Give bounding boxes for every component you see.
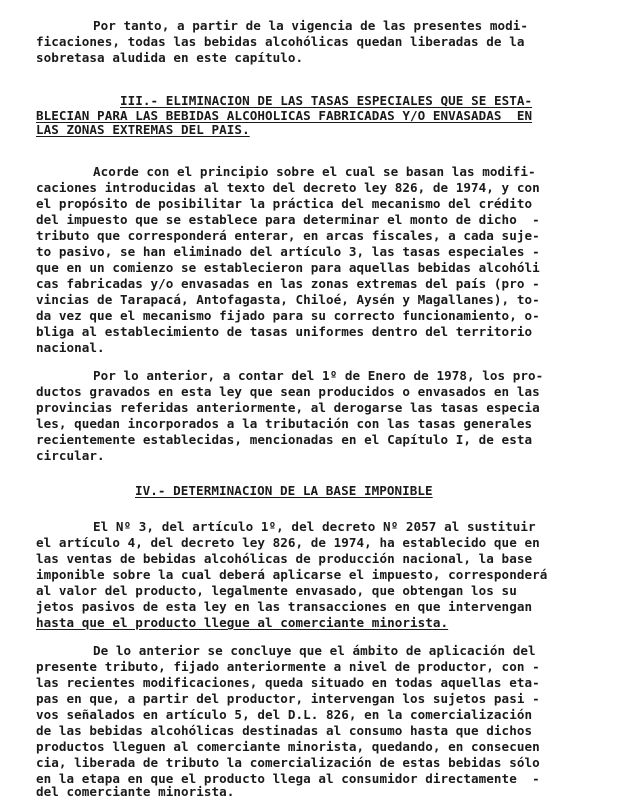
s4p1-line-5: al valor del producto, legalmente envasado, que obtengan los su [36,583,517,598]
intro-line-1: Por tanto, a partir de la vigencia de las presentes modi- [93,18,529,33]
s4p1-line-6: jetos pasivos de esta ley en las transacciones en que intervengan [36,599,533,614]
s3p1-line-8: cas fabricadas y/o envasadas en las zonas extremas del país (pro - [36,276,540,291]
s4p2-line-8: cia, liberada de tributo la comercialización de estas bebidas sólo [36,755,540,770]
s3p1-line-2: caciones introducidas al texto del decreto ley 826, de 1974, y con [36,180,540,195]
s3p2-line-4: les, quedan incorporados a la tributación con las tasas generales [36,416,533,431]
s4p2-line-5: vos señalados en artículo 5, del D.L. 826, en la comercialización [36,707,533,722]
s4p2-line-10: del comerciante minorista. [36,784,235,799]
s4p1-line-7: hasta que el producto llegue al comerciante minorista. [36,615,449,630]
s3p2-line-5: recientemente establecidas, mencionadas en el Capítulo I, de esta [36,432,533,447]
s3p2-line-3: provincias referidas anteriormente, al derogarse las tasas especia [36,400,540,415]
s4p2-line-7: productos lleguen al comerciante minorista, quedando, en consecuen [36,739,540,754]
intro-line-3: sobretasa aludida en este capítulo. [36,50,304,65]
s3p1-line-1: Acorde con el principio sobre el cual se basan las modifi- [93,164,536,179]
section-4-heading: IV.- DETERMINACION DE LA BASE IMPONIBLE [135,483,433,498]
s3p1-line-4: del impuesto que se establece para determinar el monto de dicho - [36,212,540,227]
s3p1-line-11: bliga al establecimiento de tasas uniformes dentro del territorio [36,324,533,339]
s4p1-line-3: las ventas de bebidas alcohólicas de producción nacional, la base [36,551,533,566]
s4p1-line-2: el artículo 4, del decreto ley 826, de 1974, ha establecido que en [36,535,540,550]
s3p1-line-7: que en un comienzo se establecieron para aquellas bebidas alcohóli [36,260,540,275]
s4p2-line-6: de las bebidas alcohólicas destinadas al consumo hasta que dichos [36,723,533,738]
section-3-heading-line-1: III.- ELIMINACION DE LAS TASAS ESPECIALES QUE SE ESTA- [120,93,533,108]
s3p2-line-6: circular. [36,448,105,463]
s4p2-line-2: presente tributo, fijado anteriormente a nivel de productor, con - [36,659,540,674]
s3p1-line-9: vincias de Tarapacá, Antofagasta, Chiloé, Aysén y Magallanes), to- [36,292,540,307]
section-3-heading-line-3: LAS ZONAS EXTREMAS DEL PAIS. [36,122,250,137]
s3p1-line-6: to pasivo, se han eliminado del artículo 3, las tasas especiales - [36,244,540,259]
s4p1-line-4: imponible sobre la cual deberá aplicarse el impuesto, corresponderá [36,567,548,582]
section-3-heading-line-2: BLECIAN PARA LAS BEBIDAS ALCOHOLICAS FABRICADAS Y/O ENVASADAS EN [36,108,533,123]
s3p2-line-2: ductos gravados en esta ley que sean producidos o envasados en las [36,384,540,399]
s3p1-line-5: tributo que corresponderá enterar, en arcas fiscales, a cada suje- [36,228,540,243]
s3p1-line-3: el propósito de posibilitar la práctica del mecanismo del crédito [36,196,533,211]
intro-line-2: ficaciones, todas las bebidas alcohólicas quedan liberadas de la [36,34,525,49]
s4p2-line-4: pas en que, a partir del productor, intervengan los sujetos pasi - [36,691,540,706]
s3p2-line-1: Por lo anterior, a contar del 1º de Enero de 1978, los pro- [93,368,544,383]
s3p1-line-10: da vez que el mecanismo fijado para su correcto funcionamiento, o- [36,308,540,323]
s3p1-line-12: nacional. [36,340,105,355]
s4p2-line-1: De lo anterior se concluye que el ámbito de aplicación del [93,643,536,658]
s4p1-line-1: El Nº 3, del artículo 1º, del decreto Nº 2057 al sustituir [93,519,536,534]
s4p2-line-3: las recientes modificaciones, queda situado en todas aquellas eta- [36,675,540,690]
s4p2-line-9: en la etapa en que el producto llega al consumidor directamente - [36,771,540,786]
